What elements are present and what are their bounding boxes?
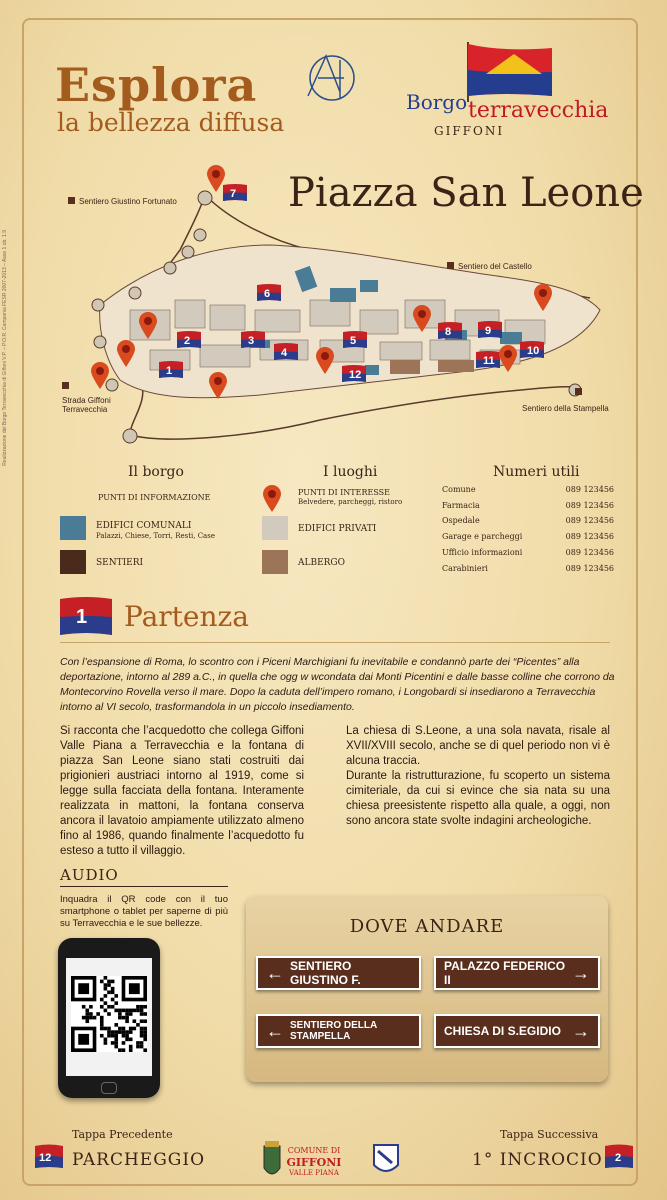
svg-text:1: 1 bbox=[166, 365, 173, 377]
svg-text:7: 7 bbox=[230, 188, 237, 200]
svg-text:8: 8 bbox=[445, 326, 452, 338]
poi-pin-icon[interactable] bbox=[315, 347, 335, 379]
nav-button-stampella[interactable]: ← SENTIERO DELLA STAMPELLA bbox=[256, 1014, 421, 1048]
legend-comunali: EDIFICI COMUNALI bbox=[96, 521, 192, 531]
legend-head-borgo: Il borgo bbox=[128, 464, 184, 480]
phone-row: Farmacia 089 123456 bbox=[442, 501, 614, 510]
map-flag-6[interactable] bbox=[256, 283, 282, 307]
divider bbox=[60, 642, 610, 643]
map-flag-12[interactable] bbox=[341, 364, 367, 388]
svg-text:9: 9 bbox=[485, 325, 492, 337]
arrow-left-icon: ← bbox=[266, 1021, 284, 1041]
next-flag-icon[interactable] bbox=[603, 1143, 635, 1171]
stop-text-right bbox=[346, 724, 610, 829]
legend-swatch-comunali bbox=[60, 516, 86, 540]
comune-line1: COMUNE DI bbox=[287, 1146, 341, 1155]
prev-label: Tappa Precedente bbox=[72, 1128, 173, 1141]
audio-title: AUDIO bbox=[60, 866, 119, 884]
arrow-right-icon: → bbox=[572, 963, 590, 983]
label-marker-icon bbox=[575, 388, 582, 395]
next-label: Tappa Successiva bbox=[500, 1128, 599, 1141]
poi-pin-icon[interactable] bbox=[116, 340, 136, 372]
legend-privati: EDIFICI PRIVATI bbox=[298, 524, 377, 534]
divider bbox=[60, 886, 228, 887]
stop-title: Partenza bbox=[124, 600, 249, 633]
svg-text:4: 4 bbox=[281, 347, 288, 359]
poi-pin-icon bbox=[262, 485, 282, 513]
label-marker-icon bbox=[62, 382, 69, 389]
regione-crest-icon bbox=[372, 1143, 400, 1179]
prev-stop-link[interactable]: PARCHEGGIO bbox=[72, 1150, 206, 1170]
side-credit-text: Realizzazione del Borgo Terravecchia di Giffoni V.P. – P.O.R. Campania FESR 2007-2013 – Asse 1 ob. 1.9 bbox=[2, 230, 8, 466]
borgo-flag-logo bbox=[462, 40, 558, 102]
nav-button-giustino[interactable]: ← SENTIERO GIUSTINO F. bbox=[256, 956, 421, 990]
brand-terravecchia: terravecchia bbox=[468, 98, 609, 123]
prev-flag-icon[interactable] bbox=[33, 1143, 65, 1171]
legend-head-luoghi: I luoghi bbox=[323, 464, 378, 480]
prev-number: 12 bbox=[39, 1152, 52, 1164]
map-flag-9[interactable] bbox=[477, 320, 503, 344]
map-flag-8[interactable] bbox=[437, 321, 463, 345]
poi-pin-icon[interactable] bbox=[412, 305, 432, 337]
poi-pin-icon[interactable] bbox=[138, 312, 158, 344]
nav-button-egidio[interactable]: CHIESA DI S.EGIDIO → bbox=[434, 1014, 600, 1048]
map-flag-10[interactable] bbox=[519, 340, 545, 364]
legend-swatch-sentieri bbox=[60, 550, 86, 574]
map-title: Piazza San Leone bbox=[288, 170, 644, 216]
map-flag-4[interactable] bbox=[273, 342, 299, 366]
legend-swatch-albergo bbox=[262, 550, 288, 574]
legend-albergo: ALBERGO bbox=[298, 558, 346, 568]
brand-borgo: Borgo bbox=[406, 90, 468, 114]
legend-sentieri: SENTIERI bbox=[96, 558, 144, 568]
legend-swatch-privati bbox=[262, 516, 288, 540]
map-label-castello: Sentiero del Castello bbox=[447, 262, 532, 271]
poi-pin-icon[interactable] bbox=[208, 372, 228, 404]
qr-code[interactable] bbox=[71, 976, 147, 1052]
map-flag-5[interactable] bbox=[342, 330, 368, 354]
svg-text:11: 11 bbox=[483, 355, 495, 367]
nav-title: DOVE ANDARE bbox=[349, 916, 505, 937]
svg-text:5: 5 bbox=[350, 335, 357, 347]
svg-text:2: 2 bbox=[184, 335, 191, 347]
stop-text-right-p1: La chiesa di S.Leone, a una sola navata, risale al XVII/XVIII secolo, anche se di quel periodo non vi è alcuna traccia. bbox=[346, 725, 610, 767]
map-flag-3[interactable] bbox=[240, 330, 266, 354]
map-flag-1[interactable] bbox=[158, 360, 184, 384]
legend-comunali-sub: Palazzi, Chiese, Torri, Resti, Case bbox=[96, 532, 215, 540]
svg-text:12: 12 bbox=[349, 369, 362, 381]
next-number: 2 bbox=[615, 1152, 622, 1164]
svg-text:3: 3 bbox=[248, 335, 255, 347]
label-marker-icon bbox=[68, 197, 75, 204]
page-title: Esplora bbox=[55, 58, 258, 112]
comune-line3: VALLE PIANA bbox=[289, 1169, 339, 1177]
poi-pin-icon[interactable] bbox=[206, 165, 226, 197]
map-label-strada: Strada Giffoni Terravecchia bbox=[62, 396, 111, 414]
phone-row: Ufficio informazioni 089 123456 bbox=[442, 548, 614, 557]
next-stop-link[interactable]: 1° INCROCIO bbox=[472, 1150, 603, 1170]
arrow-left-icon: ← bbox=[266, 963, 284, 983]
nav-button-palazzo[interactable]: PALAZZO FEDERICO II → bbox=[434, 956, 600, 990]
svg-text:6: 6 bbox=[264, 288, 271, 300]
smartphone bbox=[58, 938, 160, 1098]
stop-flag-icon bbox=[58, 595, 114, 639]
brand-giffoni: GIFFONI bbox=[434, 124, 505, 138]
legend-info-points: PUNTI DI INFORMAZIONE bbox=[98, 493, 211, 502]
phone-row: Ospedale 089 123456 bbox=[442, 516, 614, 525]
svg-text:10: 10 bbox=[527, 345, 540, 357]
arrow-right-icon: → bbox=[572, 1021, 590, 1041]
monogram-logo bbox=[300, 52, 364, 104]
phone-row: Garage e parcheggi 089 123456 bbox=[442, 532, 614, 541]
comune-line2: GIFFONI bbox=[286, 1156, 342, 1169]
phone-row: Carabinieri 089 123456 bbox=[442, 564, 614, 573]
poi-pin-icon[interactable] bbox=[533, 284, 553, 316]
stop-text-left: Si racconta che l’acquedotto che collega Giffoni Valle Piana a Terravecchia e la fontana di piazza San Leone siano stati costruiti dai prigionieri austriaci intorno al 1919, come si legge sulla facciata della fontana. Interamente realizzata in mattoni, la fontana conserva ancora il lavatoio ampiamente utilizzato almeno fino al 1986, quando finalmente l’acquedotto fu esteso a tutto il villaggio. bbox=[60, 725, 304, 857]
comune-crest-icon bbox=[262, 1140, 282, 1182]
dove-andare-board bbox=[246, 896, 608, 1082]
legend-poi: PUNTI DI INTERESSE bbox=[298, 488, 390, 497]
map-label-giustino: Sentiero Giustino Fortunato bbox=[68, 197, 177, 206]
audio-text: Inquadra il QR code con il tuo smartphone o tablet per saperne di più su Terravecchia e le sue bellezze. bbox=[60, 894, 228, 929]
map-flag-2[interactable] bbox=[176, 330, 202, 354]
stop-text-right-p2: Durante la ristrutturazione, fu scoperto un sistema cimiteriale, da cui si evince che sia nata su una chiesa preesistente rispetto alla quale, a oggi, non sono ancora state svolte indagini archeologiche. bbox=[346, 770, 610, 827]
legend-poi-sub: Belvedere, parcheggi, ristoro bbox=[298, 498, 403, 506]
home-button-icon bbox=[101, 1082, 117, 1094]
stop-number: 1 bbox=[76, 606, 88, 628]
poi-pin-icon[interactable] bbox=[90, 362, 110, 394]
page-subtitle: la bellezza diffusa bbox=[57, 108, 285, 137]
legend-head-numeri: Numeri utili bbox=[493, 464, 580, 480]
phone-row: Comune 089 123456 bbox=[442, 485, 614, 494]
stop-intro: Con l’espansione di Roma, lo scontro con i Piceni Marchigiani fu inevitabile e condannò parte dei “Picentes” alla deportazione, intorno al 289 a.C., in quella che ogg w wcondata dai Monti Picentini e dalle basse colline che corrono da Montecorvino Rovella verso il mare. Dopo la caduta dell’impero romano, i Longobardi si insediarono a Terravecchia intorno al VI secolo, trasformandola in un piccolo insediamento. bbox=[60, 656, 615, 713]
label-marker-icon bbox=[447, 262, 454, 269]
poi-pin-icon[interactable] bbox=[498, 345, 518, 377]
map-label-stampella: Sentiero della Stampella bbox=[522, 404, 609, 413]
